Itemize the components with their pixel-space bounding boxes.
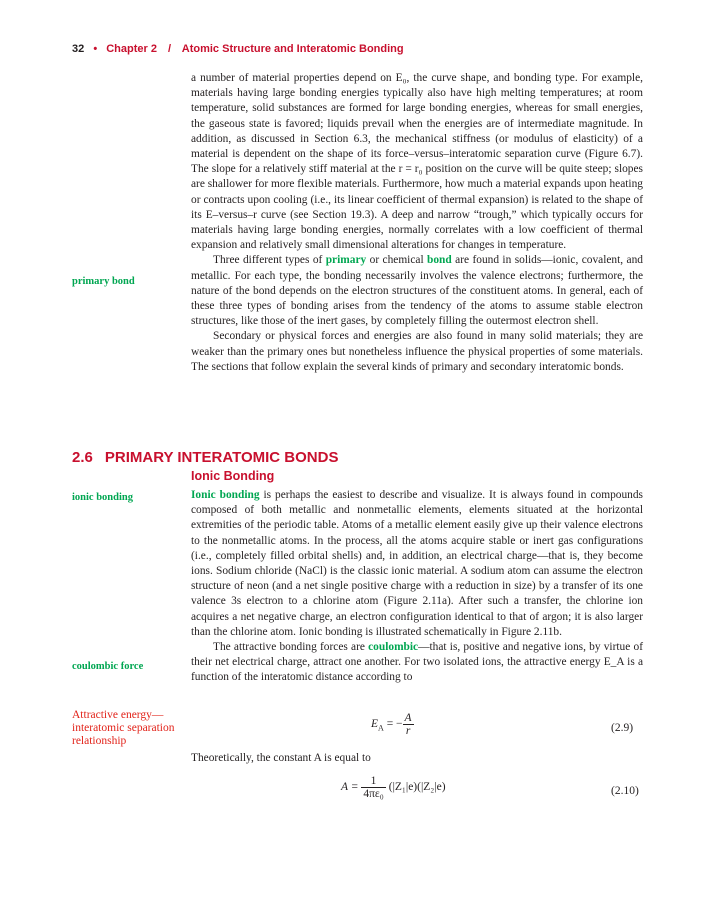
chapter-label: Chapter 2 [106,43,157,55]
term-ionic-bonding[interactable]: Ionic bonding [191,489,260,501]
body-text-ionic [191,488,643,686]
paragraph-properties: a number of material properties depend on E₀, the curve shape, and bonding type. For example, materials having large bonding energies typically also have high melting temperatures; at room temperature, solid substances are formed for large bonding energies, whereas for small energies, the gaseous state is favored; liquids prevail when the energies are of intermediate magnitude. In addition, as discussed in Section 6.3, the mechanical stiffness (or modulus of elasticity) of a material is dependent on the shape of its force–versus–interatomic separation curve (Figure 6.7). The slope for a relatively stiff material at the r = r₀ position on the curve will be quite steep; slopes are shallower for more flexible materials. Furthermore, how much a material expands upon heating or contracts upon cooling (i.e., its linear coefficient of thermal expansion) is related to the shape of its E–versus–r curve (see Section 19.3). A deep and narrow “trough,” which typically occurs for materials having large bonding energies, normally correlates with a low coefficient of thermal expansion and relatively small dimensional alterations for changes in temperature. [191,72,643,252]
section-number: 2.6 [72,449,93,466]
margin-term-coulombic-force: coulombic force [72,661,144,672]
term-primary[interactable]: primary [325,254,367,267]
section-title: PRIMARY INTERATOMIC BONDS [104,449,339,466]
margin-term-ionic-bonding: ionic bonding [72,492,133,503]
paragraph-constant-a: Theoretically, the constant A is equal to [191,752,371,764]
equation-number-2-9: (2.9) [611,722,634,734]
paragraph-ionic-bonding: Ionic bonding is perhaps the easiest to describe and visualize. It is always found in compounds composed of both metallic and nonmetallic elements, elements situated at the horizontal extremities of the periodic table. Atoms of a metallic element easily give up their valence electrons to the nonmetallic atoms. In the process, all the atoms acquire stable or inert gas configurations (i.e., completely filled orbital shells) and, in addition, an electrical charge—that is, they become ions. Sodium chloride (NaCl) is the classic ionic material. A sodium atom can assume the electron structure of neon (and a net single positive charge with a reduction in size) by a transfer of its one valence 3s electron to a chlorine atom (Figure 2.11a). After such a transfer, the chlorine ion acquires a net negative charge, an electron configuration identical to that of argon; it is also larger than the chlorine atom. Ionic bonding is illustrated schematically in Figure 2.11b. [191,489,643,638]
margin-note-attractive-energy: Attractive energy—interatomic separation relationship [72,709,175,747]
running-header [72,43,404,55]
equation-number-2-10: (2.10) [611,785,639,797]
margin-term-primary-bond: primary bond [72,276,135,287]
body-text-top [191,71,643,375]
header-separator: / [168,43,172,55]
section-heading [72,449,338,466]
subsection-heading: Ionic Bonding [191,469,275,483]
paragraph-primary-bonds: Three different types of primary or chemical bond are found in solids—ionic, covalent, and metallic. For each type, the bonding necessarily involves the valence electrons; furthermore, the nature of the bond depends on the electron structures of the constituent atoms. In general, each of these three types of bonding arises from the tendency of the atoms to assume stable electron structures, like those of the inert gases, by completely filling the outermost electron shell. [191,254,643,328]
term-bond[interactable]: bond [427,254,452,267]
body-text-constant [191,751,643,766]
paragraph-coulombic: The attractive bonding forces are coulombic—that is, positive and negative ions, by virtue of their net electrical charge, attract one another. For two isolated ions, the attractive energy E_A is a function of the interatomic distance according to [191,641,643,684]
header-bullet: • [93,43,98,55]
page-number: 32 [72,43,85,55]
chapter-title: Atomic Structure and Interatomic Bonding [181,43,404,55]
term-coulombic[interactable]: coulombic [368,641,419,654]
equation-2-9: $E_A$ = − $\frac{A}{r}$ [371,712,412,737]
equation-2-10: A = $\frac{1}{\text{4πε₀}}$ (|Z₁|e)(|Z₂|e) [341,775,446,800]
paragraph-secondary-bonds: Secondary or physical forces and energies are also found in many solid materials; they are weaker than the primary ones but nonetheless influence the physical properties of some materials. The sections that follow explain the several kinds of primary and secondary interatomic bonds. [191,330,643,373]
